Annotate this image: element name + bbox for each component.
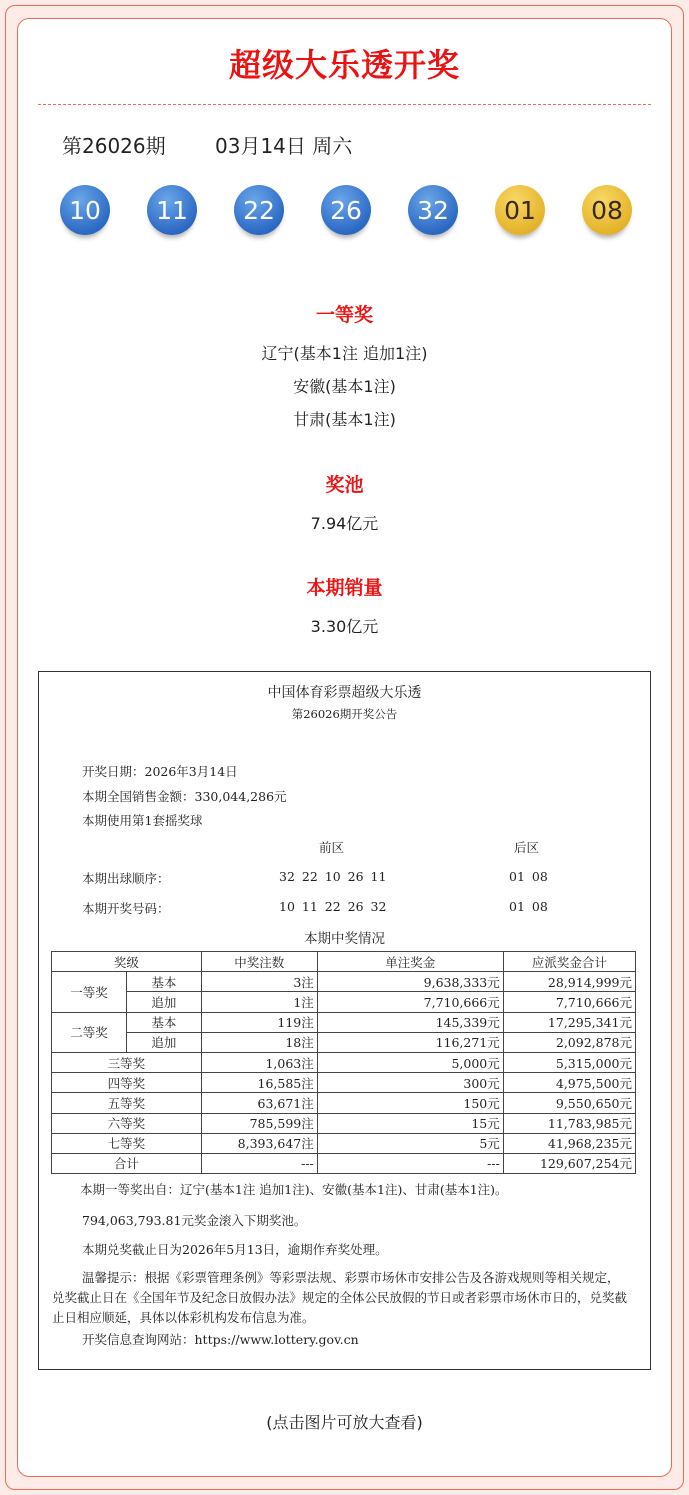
total-cell: 17,295,341元: [503, 1012, 635, 1032]
header-cell: 奖级: [52, 952, 202, 972]
level-cell: 三等奖: [52, 1052, 202, 1072]
count-cell: 785,599注: [201, 1113, 317, 1133]
back-ball: 01: [495, 185, 545, 235]
prize-table: [51, 951, 636, 1174]
table-total-row: [52, 1153, 636, 1173]
draw-date: 03月14日 周六: [215, 134, 353, 158]
table-row: [52, 1113, 636, 1133]
notice-draw-date: 开奖日期：2026年3月14日: [82, 764, 238, 779]
sub-cell: 追加: [127, 992, 202, 1012]
level-cell: 六等奖: [52, 1113, 202, 1133]
sales-heading: 本期销量: [306, 577, 383, 599]
pool-value: 7.94亿元: [310, 514, 379, 533]
prize-cell: 5元: [317, 1133, 503, 1153]
total-cell: 41,968,235元: [503, 1133, 635, 1153]
table-row: [52, 972, 636, 992]
header-cell: 单注奖金: [317, 952, 503, 972]
pool-heading: 奖池: [325, 474, 364, 496]
total-cell: 28,914,999元: [503, 972, 635, 992]
total-cell: 5,315,000元: [503, 1052, 635, 1072]
table-row: [52, 1133, 636, 1153]
enlarge-hint: (点击图片可放大查看): [266, 1413, 423, 1432]
level-cell: 合计: [52, 1153, 202, 1173]
notice-title: 中国体育彩票超级大乐透: [267, 685, 422, 701]
prize-cell: 9,638,333元: [317, 972, 503, 992]
website-text: 开奖信息查询网站：https://www.lottery.gov.cn: [82, 1332, 359, 1347]
sales-value: 3.30亿元: [310, 617, 379, 636]
prize-cell: 300元: [317, 1073, 503, 1093]
deadline-text: 本期兑奖截止日为2026年5月13日，逾期作弃奖处理。: [82, 1242, 388, 1257]
notice-subtitle: 第26026期开奖公告: [291, 707, 398, 721]
count-cell: 119注: [201, 1012, 317, 1032]
numbers-label: 本期开奖号码：: [82, 901, 170, 916]
first-prize-origin: 本期一等奖出自：辽宁(基本1注 追加1注)、安徽(基本1注)、甘肃(基本1注)。: [80, 1182, 508, 1197]
first-prize-section: [0, 300, 689, 436]
table-row: [52, 992, 636, 1012]
divider: [38, 104, 651, 105]
issue-number: 第26026期: [62, 134, 166, 158]
level-cell: 四等奖: [52, 1073, 202, 1093]
numbers-front: 10 11 22 26 32: [279, 899, 387, 914]
total-cell: 4,975,500元: [503, 1073, 635, 1093]
front-ball: 10: [60, 185, 110, 235]
total-cell: 129,607,254元: [503, 1153, 635, 1173]
level-cell: 七等奖: [52, 1133, 202, 1153]
total-cell: 11,783,985元: [503, 1113, 635, 1133]
count-cell: 1注: [201, 992, 317, 1012]
prize-cell: 7,710,666元: [317, 992, 503, 1012]
winning-balls: [60, 185, 632, 235]
level-cell: 五等奖: [52, 1093, 202, 1113]
table-row: [52, 1073, 636, 1093]
total-cell: 2,092,878元: [503, 1032, 635, 1052]
table-row: [52, 1052, 636, 1072]
prize-cell: 150元: [317, 1093, 503, 1113]
table-header: [52, 952, 636, 972]
level-cell: 二等奖: [52, 1012, 127, 1052]
header-cell: 应派奖金合计: [503, 952, 635, 972]
sub-cell: 基本: [127, 972, 202, 992]
count-cell: ---: [201, 1153, 317, 1173]
prize-cell: 116,271元: [317, 1032, 503, 1052]
total-cell: 7,710,666元: [503, 992, 635, 1012]
rollover-text: 794,063,793.81元奖金滚入下期奖池。: [82, 1213, 307, 1228]
front-ball: 32: [408, 185, 458, 235]
first-prize-heading: 一等奖: [315, 304, 373, 326]
level-cell: 一等奖: [52, 972, 127, 1012]
page-title: 超级大乐透开奖: [228, 46, 460, 84]
winner-region: 辽宁(基本1注 追加1注): [261, 344, 428, 363]
winner-region: 安徽(基本1注): [293, 377, 396, 396]
count-cell: 3注: [201, 972, 317, 992]
count-cell: 16,585注: [201, 1073, 317, 1093]
count-cell: 1,063注: [201, 1052, 317, 1072]
pool-section: [0, 470, 689, 540]
count-cell: 18注: [201, 1032, 317, 1052]
count-cell: 63,671注: [201, 1093, 317, 1113]
header-cell: 中奖注数: [201, 952, 317, 972]
table-row: [52, 1012, 636, 1032]
winner-region: 甘肃(基本1注): [293, 410, 396, 429]
prize-cell: 15元: [317, 1113, 503, 1133]
tip-text: 温馨提示：根据《彩票管理条例》等彩票法规、彩票市场休市安排公告及各游戏规则等相关规定，兑奖截止日在《全国年节及纪念日放假办法》规定的全体公民放假的节日或者彩票市场休市日的，兑奖截止日相应顺延，具体以体彩机构发布信息为准。: [52, 1270, 628, 1325]
prize-cell: 5,000元: [317, 1052, 503, 1072]
order-label: 本期出球顺序：: [82, 871, 170, 886]
back-ball: 08: [582, 185, 632, 235]
count-cell: 8,393,647注: [201, 1133, 317, 1153]
numbers-back: 01 08: [509, 899, 548, 914]
back-zone-label: 后区: [514, 840, 540, 855]
front-zone-label: 前区: [319, 840, 345, 855]
table-row: [52, 1093, 636, 1113]
total-cell: 9,550,650元: [503, 1093, 635, 1113]
front-ball: 26: [321, 185, 371, 235]
prize-cell: 145,339元: [317, 1012, 503, 1032]
table-title: 本期中奖情况: [304, 931, 385, 947]
draw-notice-image[interactable]: [38, 671, 651, 1370]
order-back: 01 08: [509, 869, 548, 884]
prize-cell: ---: [317, 1153, 503, 1173]
front-ball: 22: [234, 185, 284, 235]
sub-cell: 基本: [127, 1012, 202, 1032]
notice-sales: 本期全国销售金额：330,044,286元: [82, 789, 287, 804]
notice-ball-set: 本期使用第1套摇奖球: [82, 813, 203, 828]
sub-cell: 追加: [127, 1032, 202, 1052]
order-front: 32 22 10 26 11: [279, 869, 387, 884]
front-ball: 11: [147, 185, 197, 235]
sales-section: [0, 573, 689, 643]
table-row: [52, 1032, 636, 1052]
